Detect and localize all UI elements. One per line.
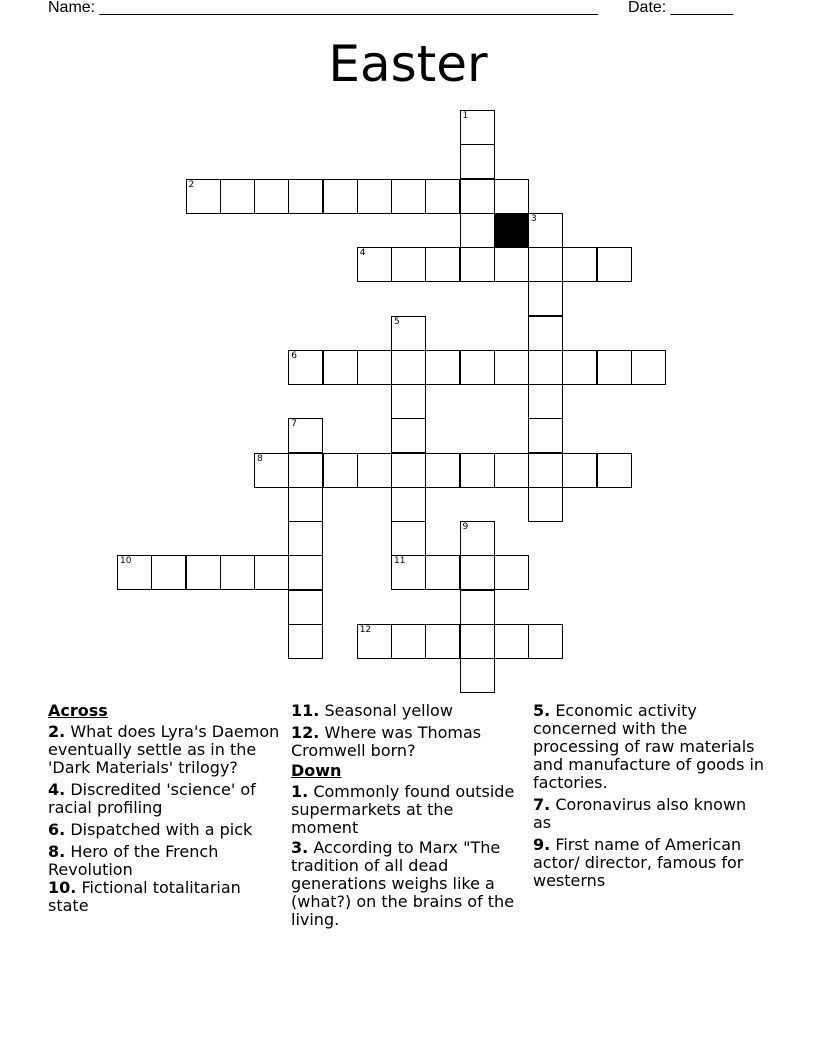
clue-number-label: 3 [531, 213, 537, 224]
clue-across-11 [291, 702, 523, 720]
clue-number: 4. [48, 780, 66, 799]
grid-cell[interactable] [460, 453, 495, 488]
clue-across-8 [48, 843, 280, 879]
grid-cell[interactable] [391, 247, 426, 282]
grid-cell[interactable] [323, 350, 358, 385]
grid-cell[interactable] [391, 555, 426, 590]
clue-text: Coronavirus also known as [533, 795, 747, 832]
clue-down-1 [291, 783, 523, 837]
grid-cell[interactable] [597, 350, 632, 385]
clue-down-5 [533, 702, 765, 792]
puzzle-title: Easter [328, 35, 488, 93]
grid-cell[interactable] [288, 487, 323, 522]
clue-number: 7. [533, 795, 551, 814]
clue-text: Economic activity concerned with the processing of raw materials and manufacture of goods in factories. [533, 701, 765, 792]
clue-number-label: 5 [394, 316, 400, 327]
grid-cell[interactable] [528, 384, 563, 419]
clue-number: 2. [48, 722, 66, 741]
grid-cell[interactable] [460, 658, 495, 693]
clue-number: 1. [291, 782, 309, 801]
grid-cell[interactable] [562, 247, 597, 282]
grid-cell[interactable] [494, 247, 529, 282]
clue-down-7 [533, 796, 765, 832]
grid-cell[interactable] [357, 247, 392, 282]
grid-cell[interactable] [288, 555, 323, 590]
grid-cell[interactable] [391, 521, 426, 556]
grid-cell[interactable] [528, 213, 563, 248]
grid-cell[interactable] [186, 179, 221, 214]
clue-number-label: 1 [462, 111, 469, 121]
grid-cell[interactable] [597, 453, 632, 488]
clue-across-10 [48, 879, 280, 915]
grid-cell[interactable] [528, 247, 563, 282]
grid-cell[interactable] [357, 350, 392, 385]
grid-cell[interactable] [220, 179, 255, 214]
clue-number-label: 6 [291, 350, 297, 361]
grid-cell[interactable] [288, 521, 323, 556]
grid-cell[interactable] [391, 453, 426, 488]
clue-number: 8. [48, 842, 66, 861]
clue-number: 12. [291, 723, 320, 742]
grid-cell[interactable] [460, 179, 495, 214]
grid-cell[interactable] [425, 247, 460, 282]
grid-cell[interactable] [460, 110, 495, 145]
clue-text: Seasonal yellow [324, 701, 453, 720]
clue-number-label: 10 [120, 556, 132, 567]
clue-text: Discredited 'science' of racial profiling [48, 780, 256, 817]
grid-cell[interactable] [357, 453, 392, 488]
grid-cell[interactable] [391, 624, 426, 659]
grid-cell[interactable] [323, 179, 358, 214]
grid-cell[interactable] [425, 624, 460, 659]
grid-cell[interactable] [597, 247, 632, 282]
clue-text: Fictional totalitarian state [48, 878, 241, 915]
clue-down-9 [533, 836, 765, 890]
grid-cell[interactable] [460, 521, 495, 556]
grid-cell[interactable] [288, 624, 323, 659]
grid-cell[interactable] [460, 350, 495, 385]
grid-cell[interactable] [528, 281, 563, 316]
grid-cell[interactable] [528, 316, 563, 351]
grid-cell[interactable] [460, 624, 495, 659]
grid-cell[interactable] [220, 555, 255, 590]
grid-cell[interactable] [323, 453, 358, 488]
grid-cell[interactable] [288, 350, 323, 385]
date-field-label[interactable]: Date: _______ [628, 0, 733, 16]
grid-cell[interactable] [631, 350, 666, 385]
clue-text: What does Lyra's Daemon eventually settle as in the 'Dark Materials' trilogy? [48, 722, 280, 777]
clue-number-label: 7 [291, 419, 297, 430]
clue-number: 3. [291, 838, 309, 857]
clues-column-1 [48, 702, 280, 919]
clue-down-3 [291, 839, 523, 929]
grid-cell[interactable] [494, 350, 529, 385]
grid-cell[interactable] [425, 555, 460, 590]
grid-cell[interactable] [357, 179, 392, 214]
grid-cell[interactable] [254, 555, 289, 590]
grid-cell[interactable] [494, 624, 529, 659]
grid-cell[interactable] [460, 555, 495, 590]
clue-text: Hero of the French Revolution [48, 842, 219, 879]
grid-cell[interactable] [460, 213, 495, 248]
clue-number: 6. [48, 820, 66, 839]
grid-cell[interactable] [391, 316, 426, 351]
grid-cell[interactable] [357, 624, 392, 659]
grid-cell[interactable] [562, 453, 597, 488]
grid-cell[interactable] [117, 555, 152, 590]
clue-number-label: 11 [394, 556, 406, 567]
grid-cell[interactable] [288, 179, 323, 214]
clue-text: According to Marx "The tradition of all dead generations weighs like a (what?) on the brains of the living. [291, 838, 515, 929]
down-heading: Down [291, 761, 342, 780]
grid-cell[interactable] [494, 179, 529, 214]
grid-cell[interactable] [528, 350, 563, 385]
grid-cell[interactable] [494, 555, 529, 590]
grid-cell[interactable] [391, 384, 426, 419]
clue-number-label: 12 [359, 624, 372, 635]
grid-cell[interactable] [460, 247, 495, 282]
clue-number-label: 8 [257, 453, 263, 464]
grid-cell[interactable] [288, 590, 323, 625]
black-square [494, 213, 529, 248]
grid-cell[interactable] [391, 179, 426, 214]
clues-column-3 [533, 702, 765, 894]
grid-cell[interactable] [494, 453, 529, 488]
grid-cell[interactable] [425, 350, 460, 385]
clue-number-label: 2 [188, 179, 195, 190]
name-field-label[interactable]: Name: ________________________________________________________ [48, 0, 598, 16]
grid-cell[interactable] [254, 179, 289, 214]
clue-text: Dispatched with a pick [70, 820, 253, 839]
grid-cell[interactable] [391, 487, 426, 522]
clue-number: 10. [48, 878, 77, 897]
clue-text: First name of American actor/ director, famous for westerns [533, 835, 744, 890]
clue-text: Where was Thomas Cromwell born? [291, 723, 482, 760]
grid-cell[interactable] [254, 453, 289, 488]
grid-cell[interactable] [528, 487, 563, 522]
grid-cell[interactable] [151, 555, 186, 590]
grid-cell[interactable] [288, 453, 323, 488]
clue-across-6 [48, 821, 280, 839]
clue-number-label: 4 [359, 248, 366, 258]
grid-cell[interactable] [528, 453, 563, 488]
grid-cell[interactable] [528, 418, 563, 453]
clue-number: 11. [291, 701, 320, 720]
grid-cell[interactable] [460, 590, 495, 625]
grid-cell[interactable] [425, 453, 460, 488]
grid-cell[interactable] [562, 350, 597, 385]
clues-column-2 [291, 702, 523, 933]
clue-number-label: 9 [462, 522, 469, 532]
clue-across-4 [48, 781, 280, 817]
grid-cell[interactable] [425, 179, 460, 214]
grid-cell[interactable] [528, 624, 563, 659]
clue-number: 9. [533, 835, 551, 854]
grid-cell[interactable] [288, 418, 323, 453]
clue-across-2 [48, 723, 280, 777]
clue-number: 5. [533, 701, 551, 720]
grid-cell[interactable] [391, 418, 426, 453]
grid-cell[interactable] [186, 555, 221, 590]
across-heading: Across [48, 701, 108, 720]
grid-cell[interactable] [460, 144, 495, 179]
grid-cell[interactable] [391, 350, 426, 385]
clue-across-12 [291, 724, 523, 760]
clue-text: Commonly found outside supermarkets at the moment [291, 782, 515, 837]
